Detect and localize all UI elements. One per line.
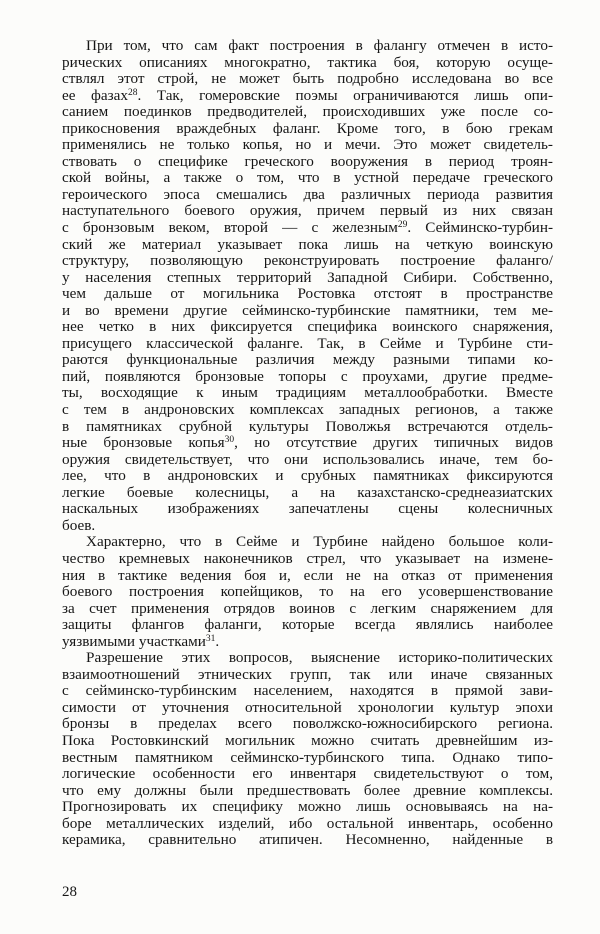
text-line: ствлял этот строй, не может быть подробно исследована во все (62, 70, 553, 88)
text-line: логические особенности его инвентаря свидетельствуют о том, (62, 765, 553, 783)
text-line: с сейминско-турбинским населением, находятся в прямой зави- (62, 682, 553, 700)
paragraph (62, 650, 553, 849)
text-line: прикосновения враждебных фаланг. Кроме того, в бою грекам (62, 119, 553, 137)
text-line: Разрешение этих вопросов, выяснение историко-политических (86, 649, 553, 667)
footnote-marker: 30 (224, 435, 235, 446)
text-line: ствовать о специфике греческого вооружения в период троян- (62, 152, 553, 170)
text-line: симости от уточнения относительной хронологии культур эпохи (62, 698, 553, 716)
text-line (62, 435, 553, 452)
text-segment: . (215, 632, 220, 650)
text-line: нее четко в них фиксируется специфика воинского снаряжения, (62, 318, 553, 336)
text-line: за счет применения отрядов воинов с легким снаряжением для (62, 599, 553, 617)
text-line: чество кремневых наконечников стрел, что указывает на измене- (62, 549, 553, 567)
text-line: ния в тактике ведения боя и, если не на отказ от применения (62, 566, 553, 584)
text-line: присущего классической фаланге. Так, в Сейме и Турбине сти- (62, 334, 553, 352)
text-line: Характерно, что в Сейме и Турбине найдено большое коли- (86, 533, 553, 551)
text-segment: с бронзовым веком, второй — с железным (62, 219, 398, 237)
text-segment: ее фазах (62, 86, 128, 104)
footnote-marker: 29 (397, 220, 408, 231)
text-line: у населения степных территорий Западной Сибири. Собственно, (62, 268, 553, 286)
text-line: раются функциональные различия между разными типами ко- (62, 351, 553, 369)
text-line: и во времени другие сейминско-турбинские памятники, тем ме- (62, 301, 553, 319)
page-number: 28 (62, 884, 77, 900)
text-line (62, 88, 553, 105)
text-line: оружия свидетельствует, что они использовались иначе, тем бо- (62, 450, 553, 468)
text-line: санием поединков предводителей, происходивших уже после со- (62, 103, 553, 121)
page-body-text (62, 38, 553, 849)
text-line: структуру, позволяющую реконструировать построение фаланго/ (62, 252, 553, 270)
text-segment: ные бронзовые копья (62, 434, 225, 452)
text-line: боре металлических изделий, ибо остальной инвентарь, особенно (62, 814, 553, 832)
text-line: Пока Ростовкинский могильник можно считать древнейшим из- (62, 731, 553, 749)
text-line (62, 220, 553, 237)
paragraph (62, 38, 553, 534)
text-line: что ему должны были предшествовать более древние комплексы. (62, 781, 553, 799)
text-line: наступательного боевого оружия, причем первый из них связан (62, 202, 553, 220)
text-line: лее, что в андроновских и срубных памятниках фиксируются (62, 467, 553, 485)
text-line: керамика, сравнительно атипичен. Несомненно, найденные в (62, 831, 553, 849)
footnote-marker: 28 (127, 87, 138, 98)
text-line: бронзы в пределах всего поволжско-южносибирского региона. (62, 715, 553, 733)
text-line: При том, что сам факт построения в фалангу отмечен в исто- (86, 37, 553, 54)
text-line (62, 634, 553, 651)
text-line: в памятниках срубной культуры Поволжья встречаются отдель- (62, 417, 553, 435)
paragraph (62, 534, 553, 650)
text-segment: . Сейминско-турбин- (407, 219, 553, 237)
text-line: взаимоотношений этнических групп, так или иначе связанных (62, 665, 553, 683)
text-segment: . Так, гомеровские поэмы ограничиваются лишь опи- (137, 86, 553, 104)
text-line: ской войны, а также о том, что в устной передаче греческого (62, 169, 553, 187)
text-line: с тем в андроновских комплексах западных регионов, а также (62, 401, 553, 419)
text-line: боев. (62, 516, 96, 534)
text-line: чем дальше от могильника Ростовка отстоят в пространстве (62, 285, 553, 303)
text-line: героического эпоса смешались два различных периода развития (62, 185, 553, 203)
text-line: применялись не только копья, но и мечи. Это может свидетель- (62, 136, 553, 154)
text-segment: , но отсутствие других типичных видов (234, 434, 553, 452)
text-line: наскальных изображениях запечатлены сцены колесничных (62, 500, 553, 518)
text-line: ты, восходящие к иным традициям металлообработки. Вместе (62, 384, 553, 402)
text-line: рических описаниях многократно, тактика боя, которую осуще- (62, 53, 553, 71)
text-line: защиты флангов фаланги, которые всегда являлись наиболее (62, 616, 553, 634)
text-line: пий, появляются бронзовые топоры с проухами, другие предме- (62, 367, 553, 385)
footnote-marker: 31 (205, 633, 216, 644)
text-line: ский же материал указывает пока лишь на четкую воинскую (62, 235, 553, 253)
text-segment: уязвимыми участками (62, 632, 206, 650)
text-line: боевого построения копейщиков, то на его усовершенствование (62, 583, 553, 601)
text-line: легкие боевые колесницы, а на казахстанско-среднеазиатских (62, 483, 553, 501)
text-line: Прогнозировать их специфику можно лишь основываясь на на- (62, 798, 553, 816)
text-line: вестным памятником сейминско-турбинского типа. Однако типо- (62, 748, 553, 766)
